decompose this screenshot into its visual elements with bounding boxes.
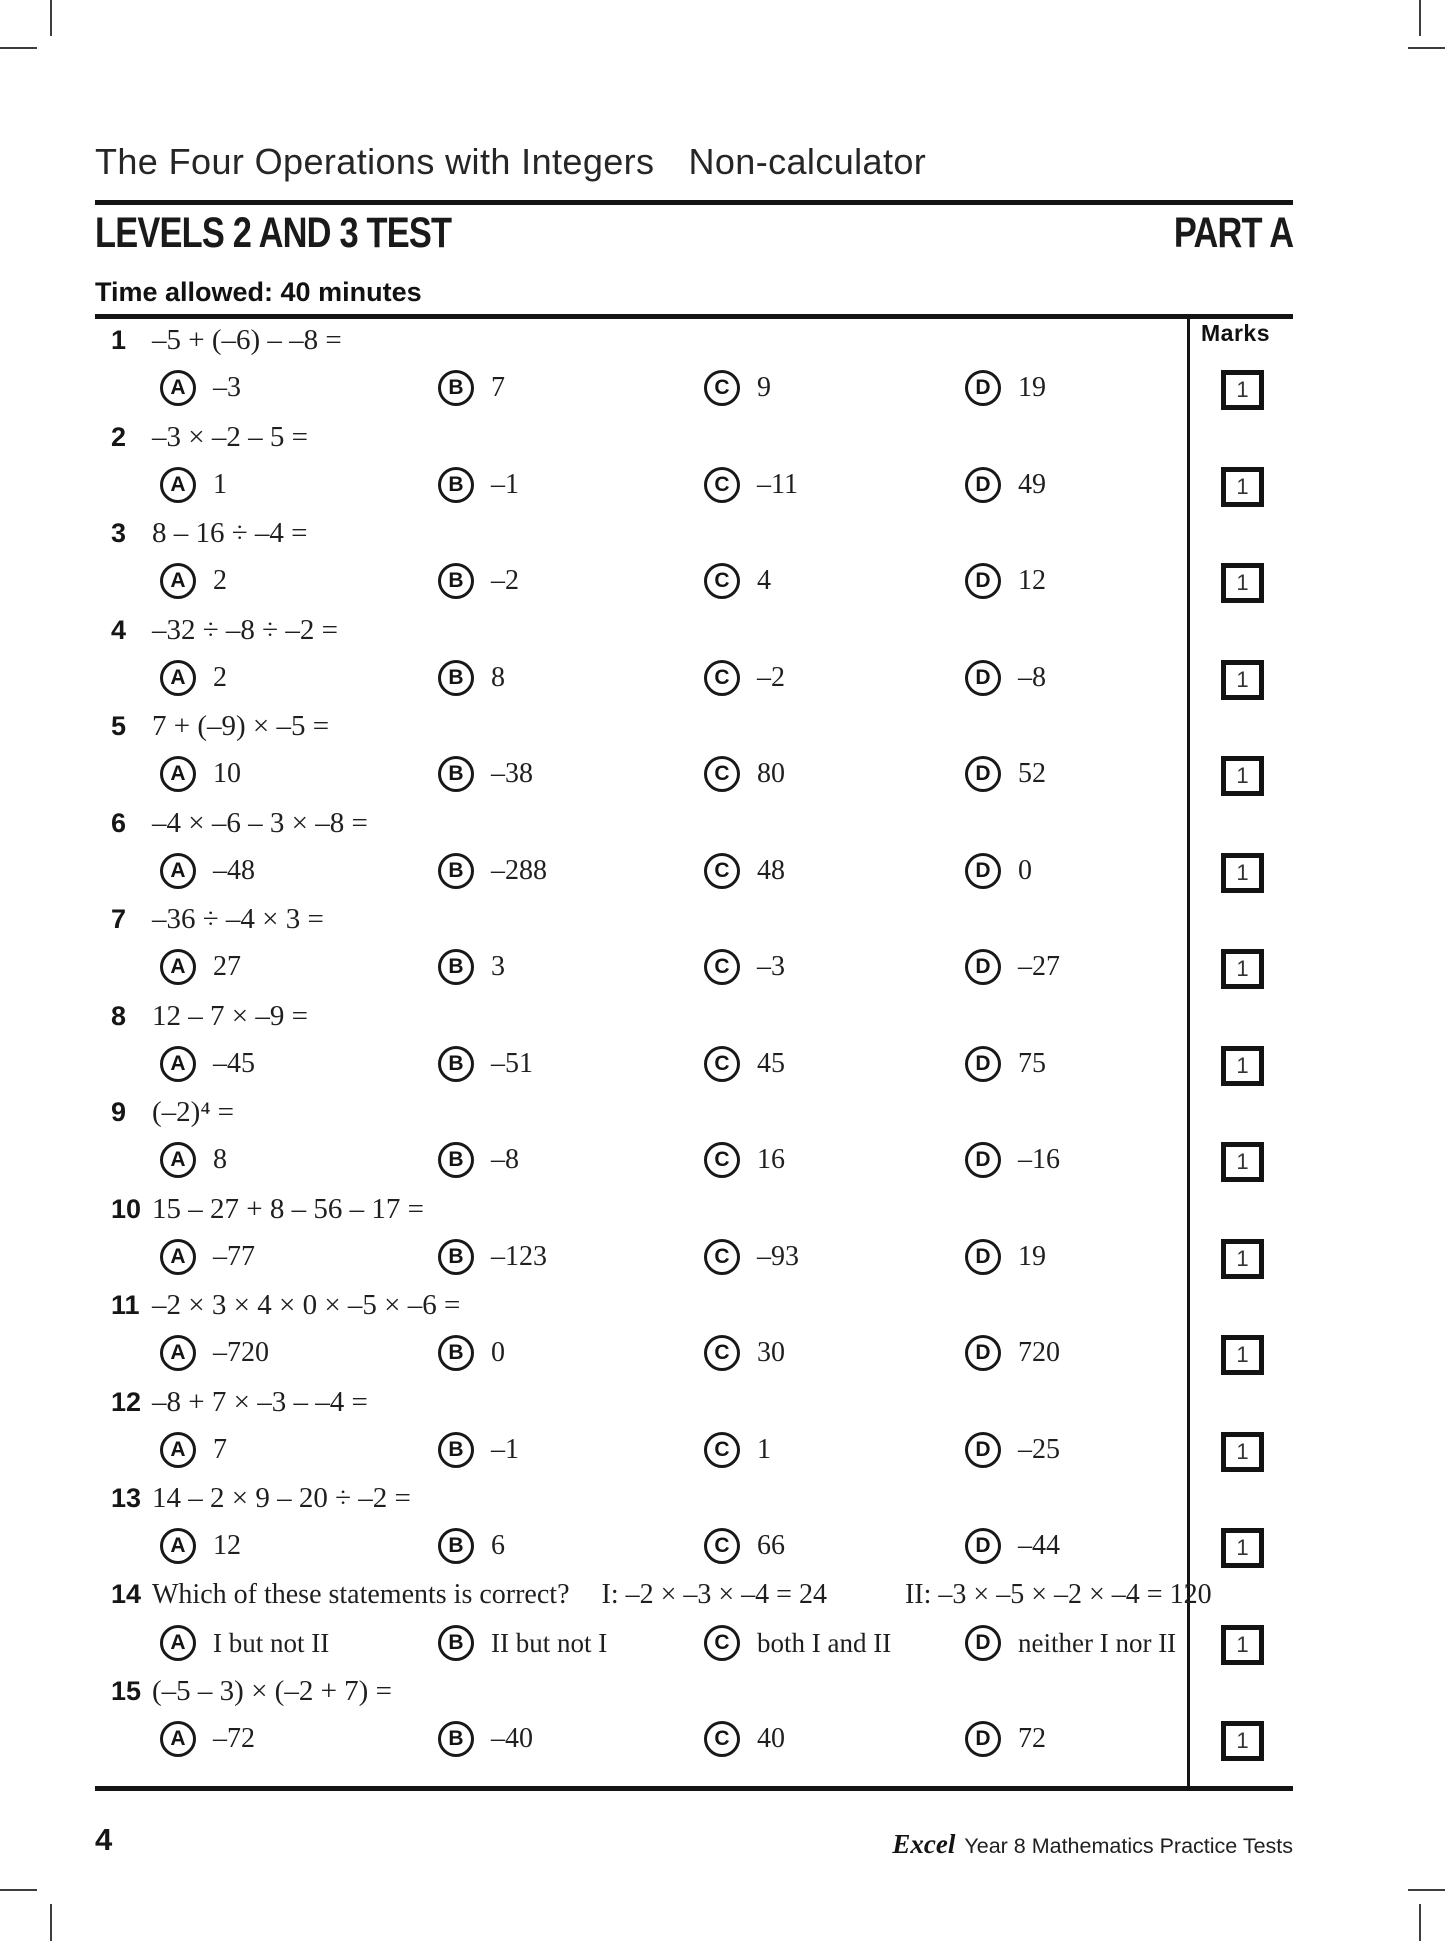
- question-9: [95, 1096, 1293, 1190]
- part-label: PART A: [1173, 209, 1293, 257]
- question-line: [95, 1193, 1293, 1233]
- option-C-q8[interactable]: [704, 1046, 785, 1082]
- option-D-q10[interactable]: [965, 1239, 1046, 1275]
- question-15: [95, 1675, 1293, 1769]
- mark-value: 1: [1236, 763, 1249, 788]
- option-value: –2: [757, 661, 785, 693]
- option-letter-circle: D: [965, 949, 1001, 985]
- statement-2: II: –3 × –5 × –2 × –4 = 120: [904, 1579, 1212, 1610]
- option-value: 6: [491, 1530, 505, 1561]
- option-value: 48: [757, 854, 785, 886]
- option-value: –77: [213, 1240, 255, 1272]
- option-letter-circle: A: [160, 1335, 196, 1371]
- option-letter-circle: C: [704, 1335, 740, 1371]
- option-B-q6[interactable]: [438, 853, 547, 889]
- option-value: 19: [1018, 1240, 1046, 1272]
- option-value: 27: [213, 951, 241, 982]
- question-expression: 7 + (–9) × –5 =: [152, 710, 330, 742]
- option-B-q8[interactable]: [438, 1046, 533, 1082]
- series-title: Year 8 Mathematics Practice Tests: [964, 1834, 1293, 1858]
- option-letter-circle: A: [160, 1239, 196, 1275]
- option-value: II but not I: [491, 1627, 608, 1658]
- option-D-q7[interactable]: [965, 949, 1060, 985]
- question-expression: (–5 – 3) × (–2 + 7) =: [152, 1675, 392, 1707]
- options-row: [95, 853, 1293, 893]
- option-value: 7: [213, 1433, 227, 1465]
- question-1: [95, 324, 1293, 418]
- question-expression: (–2)⁴ =: [152, 1096, 235, 1128]
- option-value: 720: [1018, 1337, 1060, 1368]
- option-letter-circle: C: [704, 1239, 740, 1275]
- option-letter-circle: C: [704, 1432, 740, 1468]
- option-letter-circle: A: [160, 756, 196, 792]
- option-letter-circle: D: [965, 1142, 1001, 1178]
- mark-box-q11: [1221, 1335, 1264, 1375]
- option-D-q15[interactable]: [965, 1721, 1046, 1757]
- option-letter-circle: B: [438, 467, 474, 503]
- mark-value: 1: [1236, 1149, 1249, 1174]
- mark-box-q6: [1221, 853, 1264, 893]
- question-5: [95, 710, 1293, 804]
- option-C-q13[interactable]: [704, 1528, 785, 1564]
- option-value: –72: [213, 1723, 255, 1754]
- option-D-q2[interactable]: [965, 467, 1046, 503]
- option-letter-circle: B: [438, 563, 474, 599]
- option-D-q1[interactable]: [965, 370, 1046, 406]
- question-number: 9: [111, 1097, 127, 1127]
- question-expression: 8 – 16 ÷ –4 =: [152, 517, 308, 549]
- question-14: [95, 1579, 1293, 1673]
- option-letter-circle: D: [965, 1239, 1001, 1275]
- question-7: [95, 903, 1293, 997]
- option-value: –11: [757, 468, 798, 500]
- mark-value: 1: [1236, 570, 1249, 595]
- question-number: 11: [111, 1290, 140, 1320]
- option-A-q9[interactable]: [160, 1142, 227, 1178]
- question-8: [95, 1000, 1293, 1094]
- question-number: 13: [111, 1483, 142, 1513]
- option-value: 66: [757, 1530, 785, 1561]
- option-A-q10[interactable]: [160, 1239, 255, 1275]
- option-letter-circle: B: [438, 370, 474, 406]
- option-letter-circle: A: [160, 949, 196, 985]
- question-line: [95, 1386, 1293, 1426]
- option-B-q13[interactable]: [438, 1528, 505, 1564]
- option-letter-circle: D: [965, 660, 1001, 696]
- option-letter-circle: B: [438, 1432, 474, 1468]
- question-number: 4: [111, 614, 127, 645]
- question-expression: –4 × –6 – 3 × –8 =: [152, 806, 368, 839]
- question-expression: –36 ÷ –4 × 3 =: [152, 903, 324, 935]
- option-letter-circle: C: [704, 1528, 740, 1564]
- option-D-q8[interactable]: [965, 1046, 1046, 1082]
- option-B-q11[interactable]: [438, 1335, 505, 1371]
- mark-box-q10: [1221, 1239, 1264, 1279]
- question-10: [95, 1193, 1293, 1287]
- option-A-q6[interactable]: [160, 853, 255, 889]
- mark-box-q3: [1221, 563, 1264, 603]
- mark-value: 1: [1236, 956, 1249, 981]
- mark-box-q12: [1221, 1432, 1264, 1472]
- option-C-q14[interactable]: [704, 1625, 891, 1661]
- question-line: [95, 1579, 1293, 1619]
- option-letter-circle: B: [438, 1625, 474, 1661]
- question-expression: Which of these statements is correct?: [152, 1579, 570, 1610]
- option-letter-circle: B: [438, 1142, 474, 1178]
- option-B-q1[interactable]: [438, 370, 505, 406]
- option-value: 80: [757, 758, 785, 789]
- question-4: [95, 614, 1293, 708]
- option-letter-circle: A: [160, 467, 196, 503]
- option-letter-circle: D: [965, 853, 1001, 889]
- option-letter-circle: C: [704, 853, 740, 889]
- option-D-q9[interactable]: [965, 1142, 1060, 1178]
- marks-column-header: Marks: [1201, 320, 1270, 346]
- mark-value: 1: [1236, 1052, 1249, 1078]
- option-letter-circle: A: [160, 1432, 196, 1468]
- option-letter-circle: A: [160, 370, 196, 406]
- mark-box-q4: [1221, 660, 1264, 700]
- option-value: 49: [1018, 468, 1046, 500]
- options-row: [95, 1335, 1293, 1375]
- option-value: –123: [491, 1240, 547, 1272]
- option-C-q9[interactable]: [704, 1142, 785, 1178]
- option-letter-circle: D: [965, 1335, 1001, 1371]
- option-A-q11[interactable]: [160, 1335, 269, 1371]
- option-value: –2: [491, 565, 519, 596]
- option-B-q10[interactable]: [438, 1239, 547, 1275]
- question-expression: –32 ÷ –8 ÷ –2 =: [152, 613, 338, 646]
- mark-value: 1: [1236, 1342, 1249, 1367]
- option-letter-circle: C: [704, 467, 740, 503]
- option-D-q13[interactable]: [965, 1528, 1060, 1564]
- option-value: 1: [213, 468, 227, 500]
- question-line: [95, 1000, 1293, 1040]
- question-expression: –8 + 7 × –3 – –4 =: [152, 1385, 368, 1418]
- question-line: [95, 1482, 1293, 1522]
- question-line: [95, 517, 1293, 557]
- option-A-q3[interactable]: [160, 563, 227, 599]
- option-B-q5[interactable]: [438, 756, 533, 792]
- option-letter-circle: A: [160, 1142, 196, 1178]
- option-letter-circle: A: [160, 660, 196, 696]
- question-number: 8: [111, 1000, 127, 1031]
- option-B-q15[interactable]: [438, 1721, 533, 1757]
- option-C-q2[interactable]: [704, 467, 798, 503]
- option-A-q12[interactable]: [160, 1432, 227, 1468]
- options-row: [95, 1046, 1293, 1086]
- option-value: –38: [491, 758, 533, 789]
- calculator-status-label: Non-calculator: [688, 141, 927, 182]
- option-value: 7: [491, 372, 505, 403]
- option-D-q5[interactable]: [965, 756, 1046, 792]
- option-value: –8: [1018, 661, 1046, 693]
- option-D-q6[interactable]: [965, 853, 1032, 889]
- option-letter-circle: B: [438, 853, 474, 889]
- mark-value: 1: [1236, 1535, 1249, 1560]
- option-letter-circle: C: [704, 1142, 740, 1178]
- question-number: 1: [111, 325, 127, 355]
- option-A-q2[interactable]: [160, 467, 227, 503]
- option-letter-circle: A: [160, 1046, 196, 1082]
- question-number: 2: [111, 421, 127, 452]
- mark-box-q14: [1221, 1625, 1264, 1665]
- option-A-q13[interactable]: [160, 1528, 241, 1564]
- option-letter-circle: C: [704, 756, 740, 792]
- option-value: –1: [491, 1433, 519, 1465]
- option-A-q4[interactable]: [160, 660, 227, 696]
- options-row: [95, 370, 1293, 410]
- option-A-q7[interactable]: [160, 949, 241, 985]
- option-letter-circle: D: [965, 370, 1001, 406]
- option-B-q12[interactable]: [438, 1432, 519, 1468]
- option-value: 0: [1018, 854, 1032, 886]
- question-line: [95, 614, 1293, 654]
- options-row: [95, 1142, 1293, 1182]
- option-letter-circle: C: [704, 1721, 740, 1757]
- question-number: 10: [111, 1193, 142, 1224]
- option-value: –16: [1018, 1144, 1060, 1175]
- question-number: 3: [111, 518, 127, 548]
- option-value: 12: [1018, 565, 1046, 596]
- question-3: [95, 517, 1293, 611]
- question-expression: –2 × 3 × 4 × 0 × –5 × –6 =: [152, 1289, 461, 1321]
- question-line: [95, 421, 1293, 461]
- option-C-q12[interactable]: [704, 1432, 771, 1468]
- option-D-q3[interactable]: [965, 563, 1046, 599]
- option-value: 72: [1018, 1723, 1046, 1754]
- option-letter-circle: D: [965, 1046, 1001, 1082]
- option-value: both I and II: [757, 1627, 892, 1658]
- option-letter-circle: B: [438, 1721, 474, 1757]
- option-B-q4[interactable]: [438, 660, 505, 696]
- mark-value: 1: [1236, 1632, 1249, 1657]
- option-A-q5[interactable]: [160, 756, 241, 792]
- mark-box-q13: [1221, 1528, 1264, 1568]
- option-C-q4[interactable]: [704, 660, 785, 696]
- option-letter-circle: D: [965, 467, 1001, 503]
- question-2: [95, 421, 1293, 515]
- option-value: 12: [213, 1530, 241, 1561]
- question-number: 15: [111, 1676, 142, 1706]
- option-C-q5[interactable]: [704, 756, 785, 792]
- option-letter-circle: A: [160, 853, 196, 889]
- option-letter-circle: B: [438, 1335, 474, 1371]
- option-letter-circle: D: [965, 1528, 1001, 1564]
- option-letter-circle: A: [160, 1528, 196, 1564]
- option-C-q7[interactable]: [704, 949, 785, 985]
- chapter-title: The Four Operations with Integers: [95, 141, 655, 182]
- option-value: 8: [213, 1144, 227, 1175]
- mark-value: 1: [1236, 1438, 1249, 1464]
- option-value: 2: [213, 565, 227, 596]
- mark-value: 1: [1236, 473, 1249, 499]
- option-C-q11[interactable]: [704, 1335, 785, 1371]
- option-C-q10[interactable]: [704, 1239, 799, 1275]
- options-row: [95, 660, 1293, 700]
- option-value: –3: [757, 951, 785, 982]
- option-A-q8[interactable]: [160, 1046, 255, 1082]
- brand-logotype: Excel: [892, 1829, 956, 1859]
- options-row: [95, 949, 1293, 989]
- mark-box-q9: [1221, 1142, 1264, 1182]
- mark-value: 1: [1236, 666, 1249, 692]
- option-value: 0: [491, 1337, 505, 1368]
- statement-1: I: –2 × –3 × –4 = 24: [601, 1579, 827, 1610]
- option-letter-circle: D: [965, 1625, 1001, 1661]
- option-value: 8: [491, 661, 505, 693]
- option-C-q3[interactable]: [704, 563, 771, 599]
- mark-box-q5: [1221, 756, 1264, 796]
- option-value: 19: [1018, 372, 1046, 403]
- option-value: 4: [757, 565, 771, 596]
- option-value: 30: [757, 1337, 785, 1368]
- option-value: 3: [491, 951, 505, 982]
- question-expression: 14 – 2 × 9 – 20 ÷ –2 =: [152, 1482, 411, 1514]
- question-expression: –3 × –2 – 5 =: [152, 420, 308, 453]
- option-letter-circle: C: [704, 563, 740, 599]
- option-letter-circle: B: [438, 660, 474, 696]
- question-number: 12: [111, 1386, 142, 1417]
- question-expression: 12 – 7 × –9 =: [152, 999, 308, 1032]
- option-value: neither I nor II: [1018, 1627, 1177, 1658]
- option-value: –1: [491, 468, 519, 500]
- option-letter-circle: C: [704, 949, 740, 985]
- option-B-q2[interactable]: [438, 467, 519, 503]
- option-letter-circle: B: [438, 756, 474, 792]
- question-line: [95, 1096, 1293, 1136]
- footer-series-line: [892, 1829, 1293, 1860]
- option-value: –48: [213, 854, 255, 886]
- option-value: I but not II: [213, 1627, 330, 1658]
- option-A-q14[interactable]: [160, 1625, 329, 1661]
- option-letter-circle: A: [160, 1625, 196, 1661]
- option-value: –27: [1018, 951, 1060, 982]
- mark-value: 1: [1236, 1245, 1249, 1271]
- option-A-q15[interactable]: [160, 1721, 255, 1757]
- option-value: 40: [757, 1723, 785, 1754]
- question-line: [95, 1289, 1293, 1329]
- option-value: –44: [1018, 1530, 1060, 1561]
- option-value: 2: [213, 661, 227, 693]
- option-D-q14[interactable]: [965, 1625, 1176, 1661]
- question-12: [95, 1386, 1293, 1480]
- page-number: 4: [95, 1822, 113, 1857]
- mark-value: 1: [1236, 859, 1249, 885]
- option-C-q6[interactable]: [704, 853, 785, 889]
- option-letter-circle: B: [438, 1528, 474, 1564]
- question-11: [95, 1289, 1293, 1383]
- mark-value: 1: [1236, 1728, 1249, 1753]
- option-B-q14[interactable]: [438, 1625, 607, 1661]
- option-letter-circle: C: [704, 1046, 740, 1082]
- option-value: –8: [491, 1144, 519, 1175]
- option-value: –720: [213, 1337, 269, 1368]
- option-D-q12[interactable]: [965, 1432, 1060, 1468]
- option-letter-circle: A: [160, 563, 196, 599]
- question-line: [95, 807, 1293, 847]
- mark-box-q2: [1221, 467, 1264, 507]
- mark-box-q15: [1221, 1721, 1264, 1761]
- option-B-q7[interactable]: [438, 949, 505, 985]
- mark-box-q1: [1221, 370, 1264, 410]
- option-value: 75: [1018, 1047, 1046, 1079]
- option-letter-circle: D: [965, 1721, 1001, 1757]
- options-row: [95, 563, 1293, 603]
- question-number: 14: [111, 1579, 142, 1609]
- option-letter-circle: C: [704, 370, 740, 406]
- option-letter-circle: C: [704, 660, 740, 696]
- option-letter-circle: B: [438, 949, 474, 985]
- question-expression: –5 + (–6) – –8 =: [152, 324, 342, 356]
- question-6: [95, 807, 1293, 901]
- option-value: –288: [491, 854, 547, 886]
- test-level-title: LEVELS 2 AND 3 TEST: [95, 209, 452, 257]
- question-expression: 15 – 27 + 8 – 56 – 17 =: [152, 1192, 424, 1225]
- option-C-q1[interactable]: [704, 370, 771, 406]
- options-row: [95, 756, 1293, 796]
- options-row: [95, 1625, 1293, 1665]
- option-value: 45: [757, 1047, 785, 1079]
- option-letter-circle: A: [160, 1721, 196, 1757]
- time-allowed-label: Time allowed: 40 minutes: [95, 277, 422, 307]
- option-value: –40: [491, 1723, 533, 1754]
- options-row: [95, 467, 1293, 507]
- option-value: –45: [213, 1047, 255, 1079]
- option-A-q1[interactable]: [160, 370, 241, 406]
- options-row: [95, 1239, 1293, 1279]
- option-value: 16: [757, 1144, 785, 1175]
- question-line: [95, 710, 1293, 750]
- question-number: 5: [111, 711, 127, 741]
- option-B-q3[interactable]: [438, 563, 519, 599]
- option-D-q11[interactable]: [965, 1335, 1060, 1371]
- option-B-q9[interactable]: [438, 1142, 519, 1178]
- option-value: 10: [213, 758, 241, 789]
- option-value: –93: [757, 1240, 799, 1272]
- question-line: [95, 903, 1293, 943]
- options-row: [95, 1721, 1293, 1761]
- question-line: [95, 1675, 1293, 1715]
- option-value: –3: [213, 372, 241, 403]
- mark-value: 1: [1236, 377, 1249, 402]
- option-letter-circle: B: [438, 1046, 474, 1082]
- option-letter-circle: D: [965, 1432, 1001, 1468]
- option-letter-circle: C: [704, 1625, 740, 1661]
- option-letter-circle: B: [438, 1239, 474, 1275]
- options-row: [95, 1432, 1293, 1472]
- question-13: [95, 1482, 1293, 1576]
- option-letter-circle: D: [965, 563, 1001, 599]
- question-number: 7: [111, 904, 127, 934]
- options-row: [95, 1528, 1293, 1568]
- option-value: –51: [491, 1047, 533, 1079]
- mark-box-q8: [1221, 1046, 1264, 1086]
- option-D-q4[interactable]: [965, 660, 1046, 696]
- option-value: 52: [1018, 758, 1046, 789]
- mark-box-q7: [1221, 949, 1264, 989]
- option-value: 9: [757, 372, 771, 403]
- question-number: 6: [111, 807, 127, 838]
- question-line: [95, 324, 1293, 364]
- option-value: –25: [1018, 1433, 1060, 1465]
- option-letter-circle: D: [965, 756, 1001, 792]
- option-C-q15[interactable]: [704, 1721, 785, 1757]
- option-value: 1: [757, 1433, 771, 1465]
